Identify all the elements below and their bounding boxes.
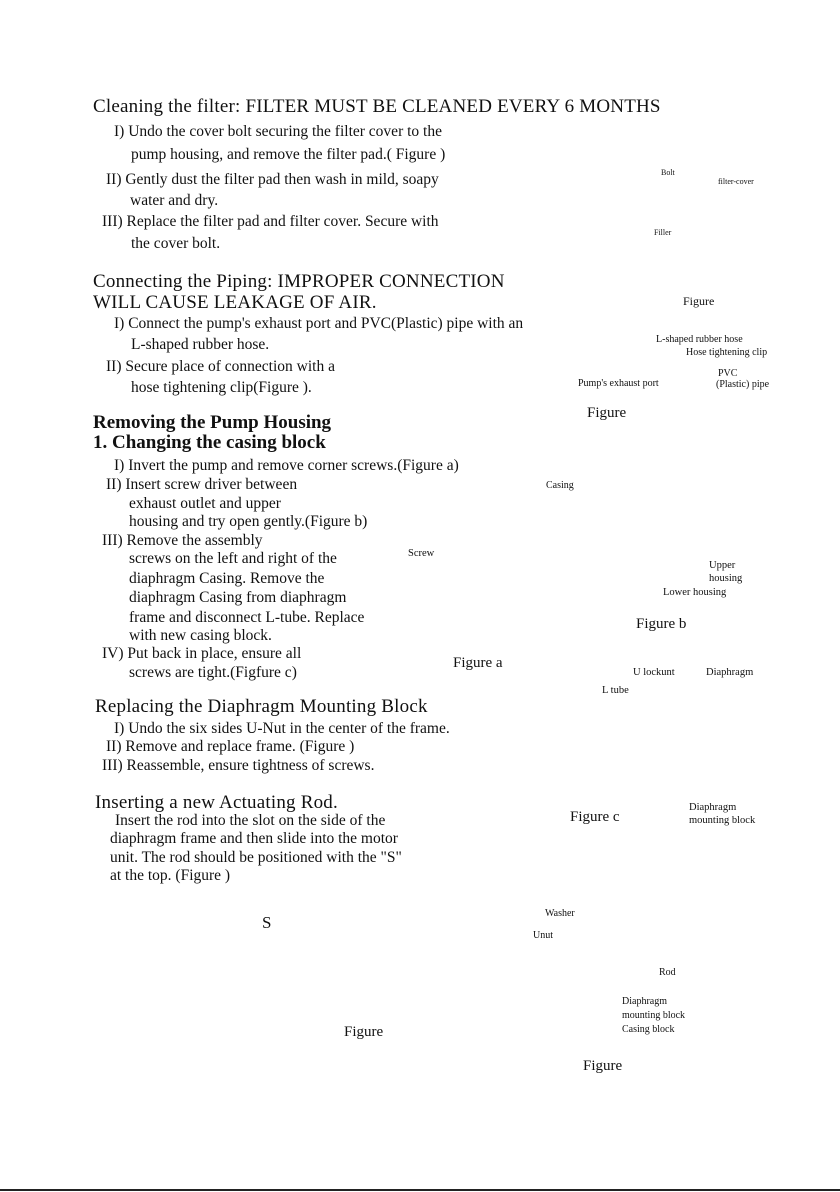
fig-label-dmb-line1: Diaphragm <box>622 996 667 1007</box>
fig-label-l-tube: L tube <box>602 685 629 696</box>
fig-label-filler: Filler <box>654 228 672 237</box>
fig-label-casing: Casing <box>546 480 574 491</box>
fig-label-dmb-line2: mounting block <box>622 1010 686 1021</box>
fig-label-u-lockunt: U lockunt <box>633 667 675 678</box>
fig-label-pvc: PVC <box>718 368 738 379</box>
fig-label-upper: Upper <box>709 560 736 571</box>
cleaning-step-3-cont: the cover bolt. <box>131 235 221 252</box>
piping-step-2: II) Secure place of connection with a <box>106 358 335 375</box>
piping-step-1: I) Connect the pump's exhaust port and PVC(Plastic) pipe with an <box>114 315 524 332</box>
rod-line-3: unit. The rod should be positioned with the "S" <box>110 849 402 866</box>
rod-line-4: at the top. (Figure ) <box>110 867 231 884</box>
rod-line-2: diaphragm frame and then slide into the motor <box>110 830 398 847</box>
fig-label-casing-block: Casing block <box>622 1024 675 1035</box>
cleaning-step-1: I) Undo the cover bolt securing the filter cover to the <box>114 123 442 140</box>
rod-line-1: Insert the rod into the slot on the side of the <box>115 812 386 829</box>
removing-step-3-cont-d: frame and disconnect L-tube. Replace <box>129 609 365 626</box>
mounting-step-2: II) Remove and replace frame. (Figure ) <box>106 738 355 755</box>
fig-label-screw: Screw <box>408 548 435 559</box>
mounting-step-3: III) Reassemble, ensure tightness of screws. <box>102 757 375 774</box>
fig-label-l-shaped-hose: L-shaped rubber hose <box>656 334 743 345</box>
removing-step-4-cont: screws are tight.(Figfure c) <box>129 664 297 681</box>
rod-figure-right: Figure <box>583 1058 623 1074</box>
removing-step-3-cont-a: screws on the left and right of the <box>129 550 337 567</box>
cleaning-step-3: III) Replace the filter pad and filter cover. Secure with <box>102 213 439 230</box>
fig-label-filter-cover: filter-cover <box>718 177 754 186</box>
removing-subheading: 1. Changing the casing block <box>93 432 326 453</box>
fig-label-housing: housing <box>709 573 743 584</box>
piping-figure-top: Figure <box>683 294 715 308</box>
removing-step-4: IV) Put back in place, ensure all <box>102 645 302 662</box>
rod-heading: Inserting a new Actuating Rod. <box>95 792 338 813</box>
figure-b-caption: Figure b <box>636 616 687 632</box>
fig-label-exhaust-port: Pump's exhaust port <box>578 378 659 389</box>
fig-label-hose-clip: Hose tightening clip <box>686 347 768 358</box>
cleaning-step-2: II) Gently dust the filter pad then wash in mild, soapy <box>106 171 439 188</box>
removing-heading: Removing the Pump Housing <box>93 412 332 433</box>
fig-label-rod: Rod <box>659 967 676 978</box>
piping-step-1-cont: L-shaped rubber hose. <box>131 336 270 353</box>
removing-step-2: II) Insert screw driver between <box>106 476 298 493</box>
rod-s-label: S <box>262 913 272 932</box>
removing-step-3-cont-b: diaphragm Casing. Remove the <box>129 570 325 587</box>
cleaning-heading: Cleaning the filter: FILTER MUST BE CLEANED EVERY 6 MONTHS <box>93 96 661 117</box>
removing-step-1: I) Invert the pump and remove corner screws.(Figure a) <box>114 457 459 474</box>
removing-step-2-cont-b: housing and try open gently.(Figure b) <box>129 513 368 530</box>
piping-step-2-cont: hose tightening clip(Figure ). <box>131 379 312 396</box>
removing-step-3-cont-c: diaphragm Casing from diaphragm <box>129 589 347 606</box>
cleaning-step-2-cont: water and dry. <box>130 192 219 209</box>
piping-heading-line1: Connecting the Piping: IMPROPER CONNECTION <box>93 271 505 292</box>
piping-heading-line2: WILL CAUSE LEAKAGE OF AIR. <box>93 292 377 313</box>
figure-c-caption: Figure c <box>570 809 620 825</box>
mounting-step-1: I) Undo the six sides U-Nut in the center of the frame. <box>114 720 450 737</box>
fig-label-washer: Washer <box>545 908 575 919</box>
fig-label-unut: Unut <box>533 930 553 941</box>
removing-step-2-cont-a: exhaust outlet and upper <box>129 495 281 512</box>
fig-label-diaphragm-2: Diaphragm <box>689 802 737 813</box>
rod-figure-left: Figure <box>344 1024 384 1040</box>
fig-label-plastic-pipe: (Plastic) pipe <box>716 379 770 390</box>
cleaning-step-1-cont: pump housing, and remove the filter pad.( Figure ) <box>131 146 446 163</box>
removing-step-3-cont-e: with new casing block. <box>129 627 272 644</box>
fig-label-diaphragm: Diaphragm <box>706 667 754 678</box>
removing-step-3: III) Remove the assembly <box>102 532 263 549</box>
piping-figure-bottom: Figure <box>587 405 627 421</box>
mounting-heading: Replacing the Diaphragm Mounting Block <box>95 696 428 717</box>
fig-label-bolt: Bolt <box>661 168 675 177</box>
fig-label-mounting-block: mounting block <box>689 815 756 826</box>
page-bottom-rule <box>0 1189 840 1191</box>
fig-label-lower-housing: Lower housing <box>663 587 727 598</box>
figure-a-caption: Figure a <box>453 655 503 671</box>
